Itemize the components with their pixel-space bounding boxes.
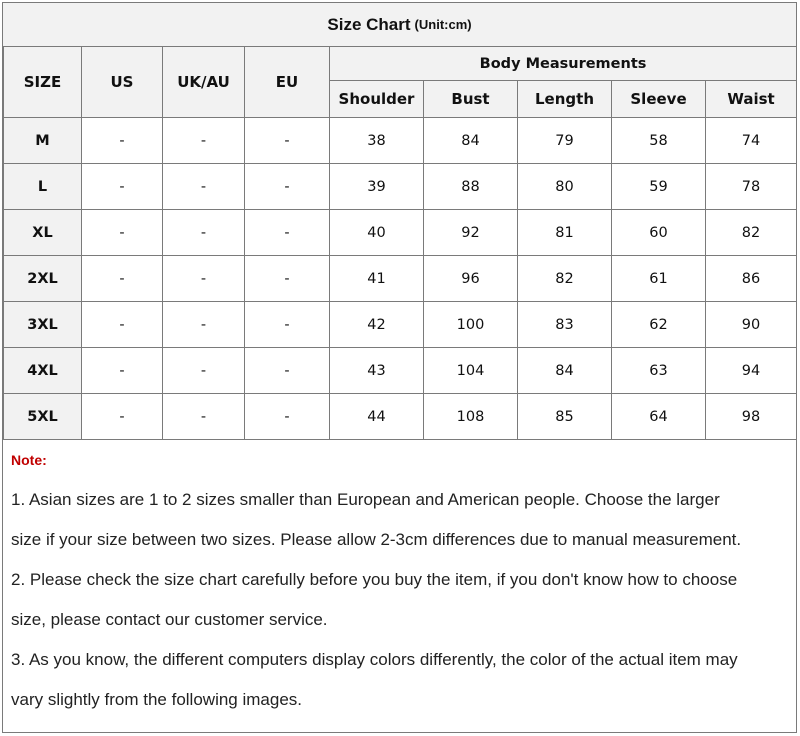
cell-ukau: - [163, 118, 245, 164]
cell-sleeve: 62 [612, 302, 706, 348]
cell-length: 79 [518, 118, 612, 164]
table-row [4, 256, 797, 302]
cell-waist: 74 [706, 118, 797, 164]
cell-sleeve: 63 [612, 348, 706, 394]
header-sleeve: Sleeve [612, 81, 706, 118]
note-line: vary slightly from the following images. [11, 690, 303, 709]
cell-shoulder: 41 [330, 256, 424, 302]
cell-us: - [82, 394, 163, 440]
note-line: size if your size between two sizes. Please allow 2-3cm differences due to manual measurement. [11, 530, 742, 549]
cell-ukau: - [163, 210, 245, 256]
cell-ukau: - [163, 164, 245, 210]
cell-size: M [4, 118, 82, 164]
cell-waist: 86 [706, 256, 797, 302]
cell-length: 85 [518, 394, 612, 440]
cell-bust: 92 [424, 210, 518, 256]
cell-us: - [82, 164, 163, 210]
table-body [4, 118, 797, 440]
cell-us: - [82, 256, 163, 302]
cell-size: XL [4, 210, 82, 256]
cell-size: 5XL [4, 394, 82, 440]
header-waist: Waist [706, 81, 797, 118]
cell-ukau: - [163, 348, 245, 394]
cell-us: - [82, 348, 163, 394]
cell-shoulder: 44 [330, 394, 424, 440]
table-row [4, 348, 797, 394]
cell-eu: - [245, 394, 330, 440]
cell-size: 2XL [4, 256, 82, 302]
cell-size: 4XL [4, 348, 82, 394]
cell-shoulder: 42 [330, 302, 424, 348]
cell-eu: - [245, 118, 330, 164]
header-bust: Bust [424, 81, 518, 118]
cell-ukau: - [163, 256, 245, 302]
cell-length: 80 [518, 164, 612, 210]
cell-length: 82 [518, 256, 612, 302]
cell-sleeve: 60 [612, 210, 706, 256]
table-row [4, 118, 797, 164]
note-line: 1. Asian sizes are 1 to 2 sizes smaller than European and American people. Choose the larger [11, 490, 720, 509]
header-size: SIZE [4, 47, 82, 118]
cell-shoulder: 39 [330, 164, 424, 210]
cell-eu: - [245, 164, 330, 210]
cell-bust: 108 [424, 394, 518, 440]
cell-waist: 78 [706, 164, 797, 210]
cell-eu: - [245, 302, 330, 348]
cell-eu: - [245, 348, 330, 394]
note-label: Note: [11, 452, 47, 468]
cell-bust: 88 [424, 164, 518, 210]
title-unit: (Unit:cm) [414, 17, 472, 32]
cell-shoulder: 40 [330, 210, 424, 256]
header-length: Length [518, 81, 612, 118]
note-line: 3. As you know, the different computers display colors differently, the color of the actual item may [11, 650, 738, 669]
cell-size: 3XL [4, 302, 82, 348]
header-body-measurements: Body Measurements [330, 47, 797, 81]
cell-us: - [82, 210, 163, 256]
header-eu: EU [245, 47, 330, 118]
header-us: US [82, 47, 163, 118]
cell-eu: - [245, 256, 330, 302]
table-row [4, 210, 797, 256]
cell-bust: 96 [424, 256, 518, 302]
header-shoulder: Shoulder [330, 81, 424, 118]
cell-ukau: - [163, 302, 245, 348]
header-ukau: UK/AU [163, 47, 245, 118]
cell-us: - [82, 302, 163, 348]
cell-shoulder: 43 [330, 348, 424, 394]
cell-waist: 82 [706, 210, 797, 256]
cell-size: L [4, 164, 82, 210]
cell-shoulder: 38 [330, 118, 424, 164]
note-line: size, please contact our customer service. [11, 610, 328, 629]
cell-bust: 100 [424, 302, 518, 348]
chart-title [3, 3, 796, 47]
cell-sleeve: 61 [612, 256, 706, 302]
cell-eu: - [245, 210, 330, 256]
cell-waist: 98 [706, 394, 797, 440]
cell-bust: 104 [424, 348, 518, 394]
table-row [4, 394, 797, 440]
cell-waist: 90 [706, 302, 797, 348]
cell-length: 81 [518, 210, 612, 256]
cell-ukau: - [163, 394, 245, 440]
cell-sleeve: 59 [612, 164, 706, 210]
cell-sleeve: 64 [612, 394, 706, 440]
cell-us: - [82, 118, 163, 164]
cell-waist: 94 [706, 348, 797, 394]
title-main: Size Chart [327, 14, 411, 34]
cell-length: 83 [518, 302, 612, 348]
cell-sleeve: 58 [612, 118, 706, 164]
note-line: 2. Please check the size chart carefully before you buy the item, if you don't know how to choose [11, 570, 738, 589]
cell-bust: 84 [424, 118, 518, 164]
cell-length: 84 [518, 348, 612, 394]
table-row [4, 302, 797, 348]
size-table [3, 46, 797, 440]
size-chart [2, 2, 797, 733]
table-row [4, 164, 797, 210]
